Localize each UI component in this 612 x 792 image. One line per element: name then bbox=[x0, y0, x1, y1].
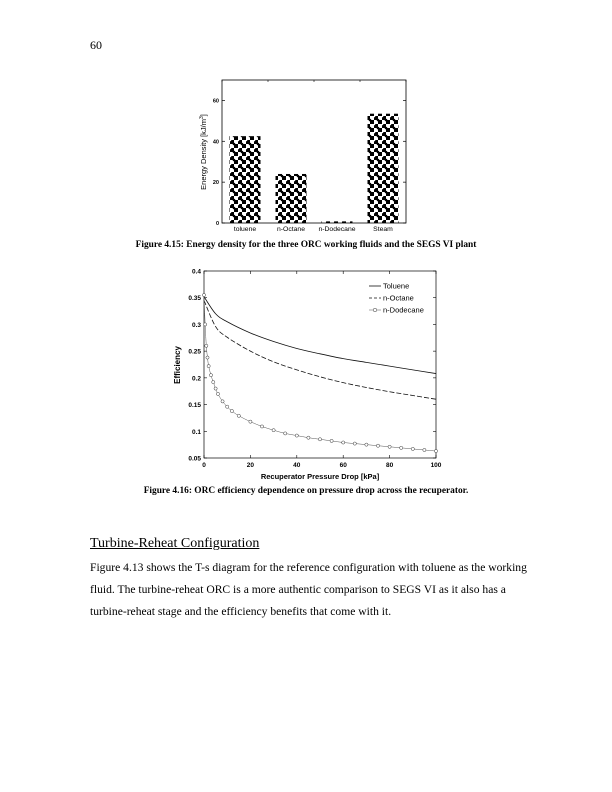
data-point-n-dodecane bbox=[307, 436, 310, 439]
data-point-n-dodecane bbox=[214, 387, 217, 390]
bar-ytick-label: 20 bbox=[212, 180, 219, 187]
data-point-n-dodecane bbox=[230, 409, 233, 412]
series-line-n-dodecane bbox=[204, 295, 436, 451]
bar-steam bbox=[368, 114, 399, 223]
data-point-n-dodecane bbox=[204, 323, 207, 326]
legend-label-n-octane: n-Octane bbox=[383, 293, 414, 303]
data-point-n-dodecane bbox=[400, 446, 403, 449]
figure-4-16-caption: Figure 4.16: ORC efficiency dependence on pressure drop across the recuperator. bbox=[143, 486, 469, 496]
bar-n-octane bbox=[276, 174, 307, 223]
line-chart-xlabel: Recuperator Pressure Drop [kPa] bbox=[260, 472, 380, 481]
data-point-n-dodecane bbox=[212, 381, 215, 384]
line-xtick-label: 0 bbox=[202, 462, 206, 469]
data-point-n-dodecane bbox=[202, 293, 205, 296]
data-point-n-dodecane bbox=[237, 414, 240, 417]
bar-ytick-label: 40 bbox=[212, 139, 219, 146]
bar-category-label: Steam bbox=[373, 226, 393, 233]
data-point-n-dodecane bbox=[353, 442, 356, 445]
bar-category-label: n-Dodecane bbox=[318, 226, 356, 233]
data-point-n-dodecane bbox=[205, 344, 208, 347]
data-point-n-dodecane bbox=[295, 434, 298, 437]
line-xtick-label: 80 bbox=[385, 462, 394, 469]
line-xtick-label: 20 bbox=[246, 462, 255, 469]
data-point-n-dodecane bbox=[209, 374, 212, 377]
data-point-n-dodecane bbox=[221, 400, 224, 403]
line-ytick-label: 0.05 bbox=[188, 455, 201, 463]
efficiency-line-chart bbox=[168, 262, 448, 487]
bar-ytick-label: 0 bbox=[215, 221, 219, 227]
line-ytick-label: 0.35 bbox=[188, 295, 201, 303]
bar-chart-ylabel-end: ] bbox=[199, 114, 208, 117]
data-point-n-dodecane bbox=[318, 438, 321, 441]
energy-density-bar-chart bbox=[190, 76, 420, 238]
bar-toluene bbox=[230, 136, 261, 223]
line-ytick-label: 0.4 bbox=[191, 268, 201, 276]
data-point-n-dodecane bbox=[249, 420, 252, 423]
line-xtick-label: 100 bbox=[430, 462, 442, 469]
line-ytick-label: 0.2 bbox=[191, 375, 201, 383]
data-point-n-dodecane bbox=[216, 392, 219, 395]
data-point-n-dodecane bbox=[260, 425, 263, 428]
data-point-n-dodecane bbox=[388, 445, 391, 448]
data-point-n-dodecane bbox=[434, 449, 437, 452]
data-point-n-dodecane bbox=[272, 429, 275, 432]
bar-chart-ylabel-main: Energy Density [kJ/m bbox=[199, 119, 208, 190]
data-point-n-dodecane bbox=[207, 365, 210, 368]
data-point-n-dodecane bbox=[206, 356, 209, 359]
section-heading: Turbine-Reheat Configuration bbox=[90, 536, 260, 551]
line-ytick-label: 0.3 bbox=[191, 321, 201, 329]
data-point-n-dodecane bbox=[342, 441, 345, 444]
legend-label-toluene: Toluene bbox=[383, 281, 410, 291]
page-number: 60 bbox=[90, 38, 102, 52]
bar-chart-ylabel bbox=[199, 114, 208, 190]
bar-category-label: n-Octane bbox=[277, 226, 305, 233]
series-line-n-octane bbox=[204, 300, 436, 399]
figure-4-15-caption: Figure 4.15: Energy density for the three ORC working fluids and the SEGS VI plant bbox=[135, 240, 477, 250]
data-point-n-dodecane bbox=[284, 432, 287, 435]
data-point-n-dodecane bbox=[330, 439, 333, 442]
line-chart-ylabel: Efficiency bbox=[173, 346, 182, 384]
legend-marker-n-dodecane bbox=[373, 308, 377, 312]
data-point-n-dodecane bbox=[226, 405, 229, 408]
data-point-n-dodecane bbox=[411, 447, 414, 450]
body-paragraph: Figure 4.13 shows the T-s diagram for the reference configuration with toluene as the working fluid. The turbine-reheat ORC is a more authentic comparison to SEGS VI as it also has a turbine-reheat stage and the efficiency benefits that come with it. bbox=[90, 561, 527, 618]
line-ytick-label: 0.25 bbox=[188, 348, 201, 356]
line-xtick-label: 40 bbox=[293, 462, 301, 469]
data-point-n-dodecane bbox=[423, 448, 426, 451]
bar-category-label: toluene bbox=[233, 226, 257, 233]
legend-label-n-dodecane: n-Dodecane bbox=[383, 305, 424, 315]
line-xtick-label: 60 bbox=[339, 462, 347, 469]
data-point-n-dodecane bbox=[365, 443, 368, 446]
line-ytick-label: 0.1 bbox=[191, 428, 201, 436]
line-ytick-label: 0.15 bbox=[188, 402, 201, 410]
bar-ytick-label: 60 bbox=[212, 98, 219, 105]
data-point-n-dodecane bbox=[376, 444, 379, 447]
bar-chart-ylabel-sup: 3 bbox=[199, 116, 205, 120]
